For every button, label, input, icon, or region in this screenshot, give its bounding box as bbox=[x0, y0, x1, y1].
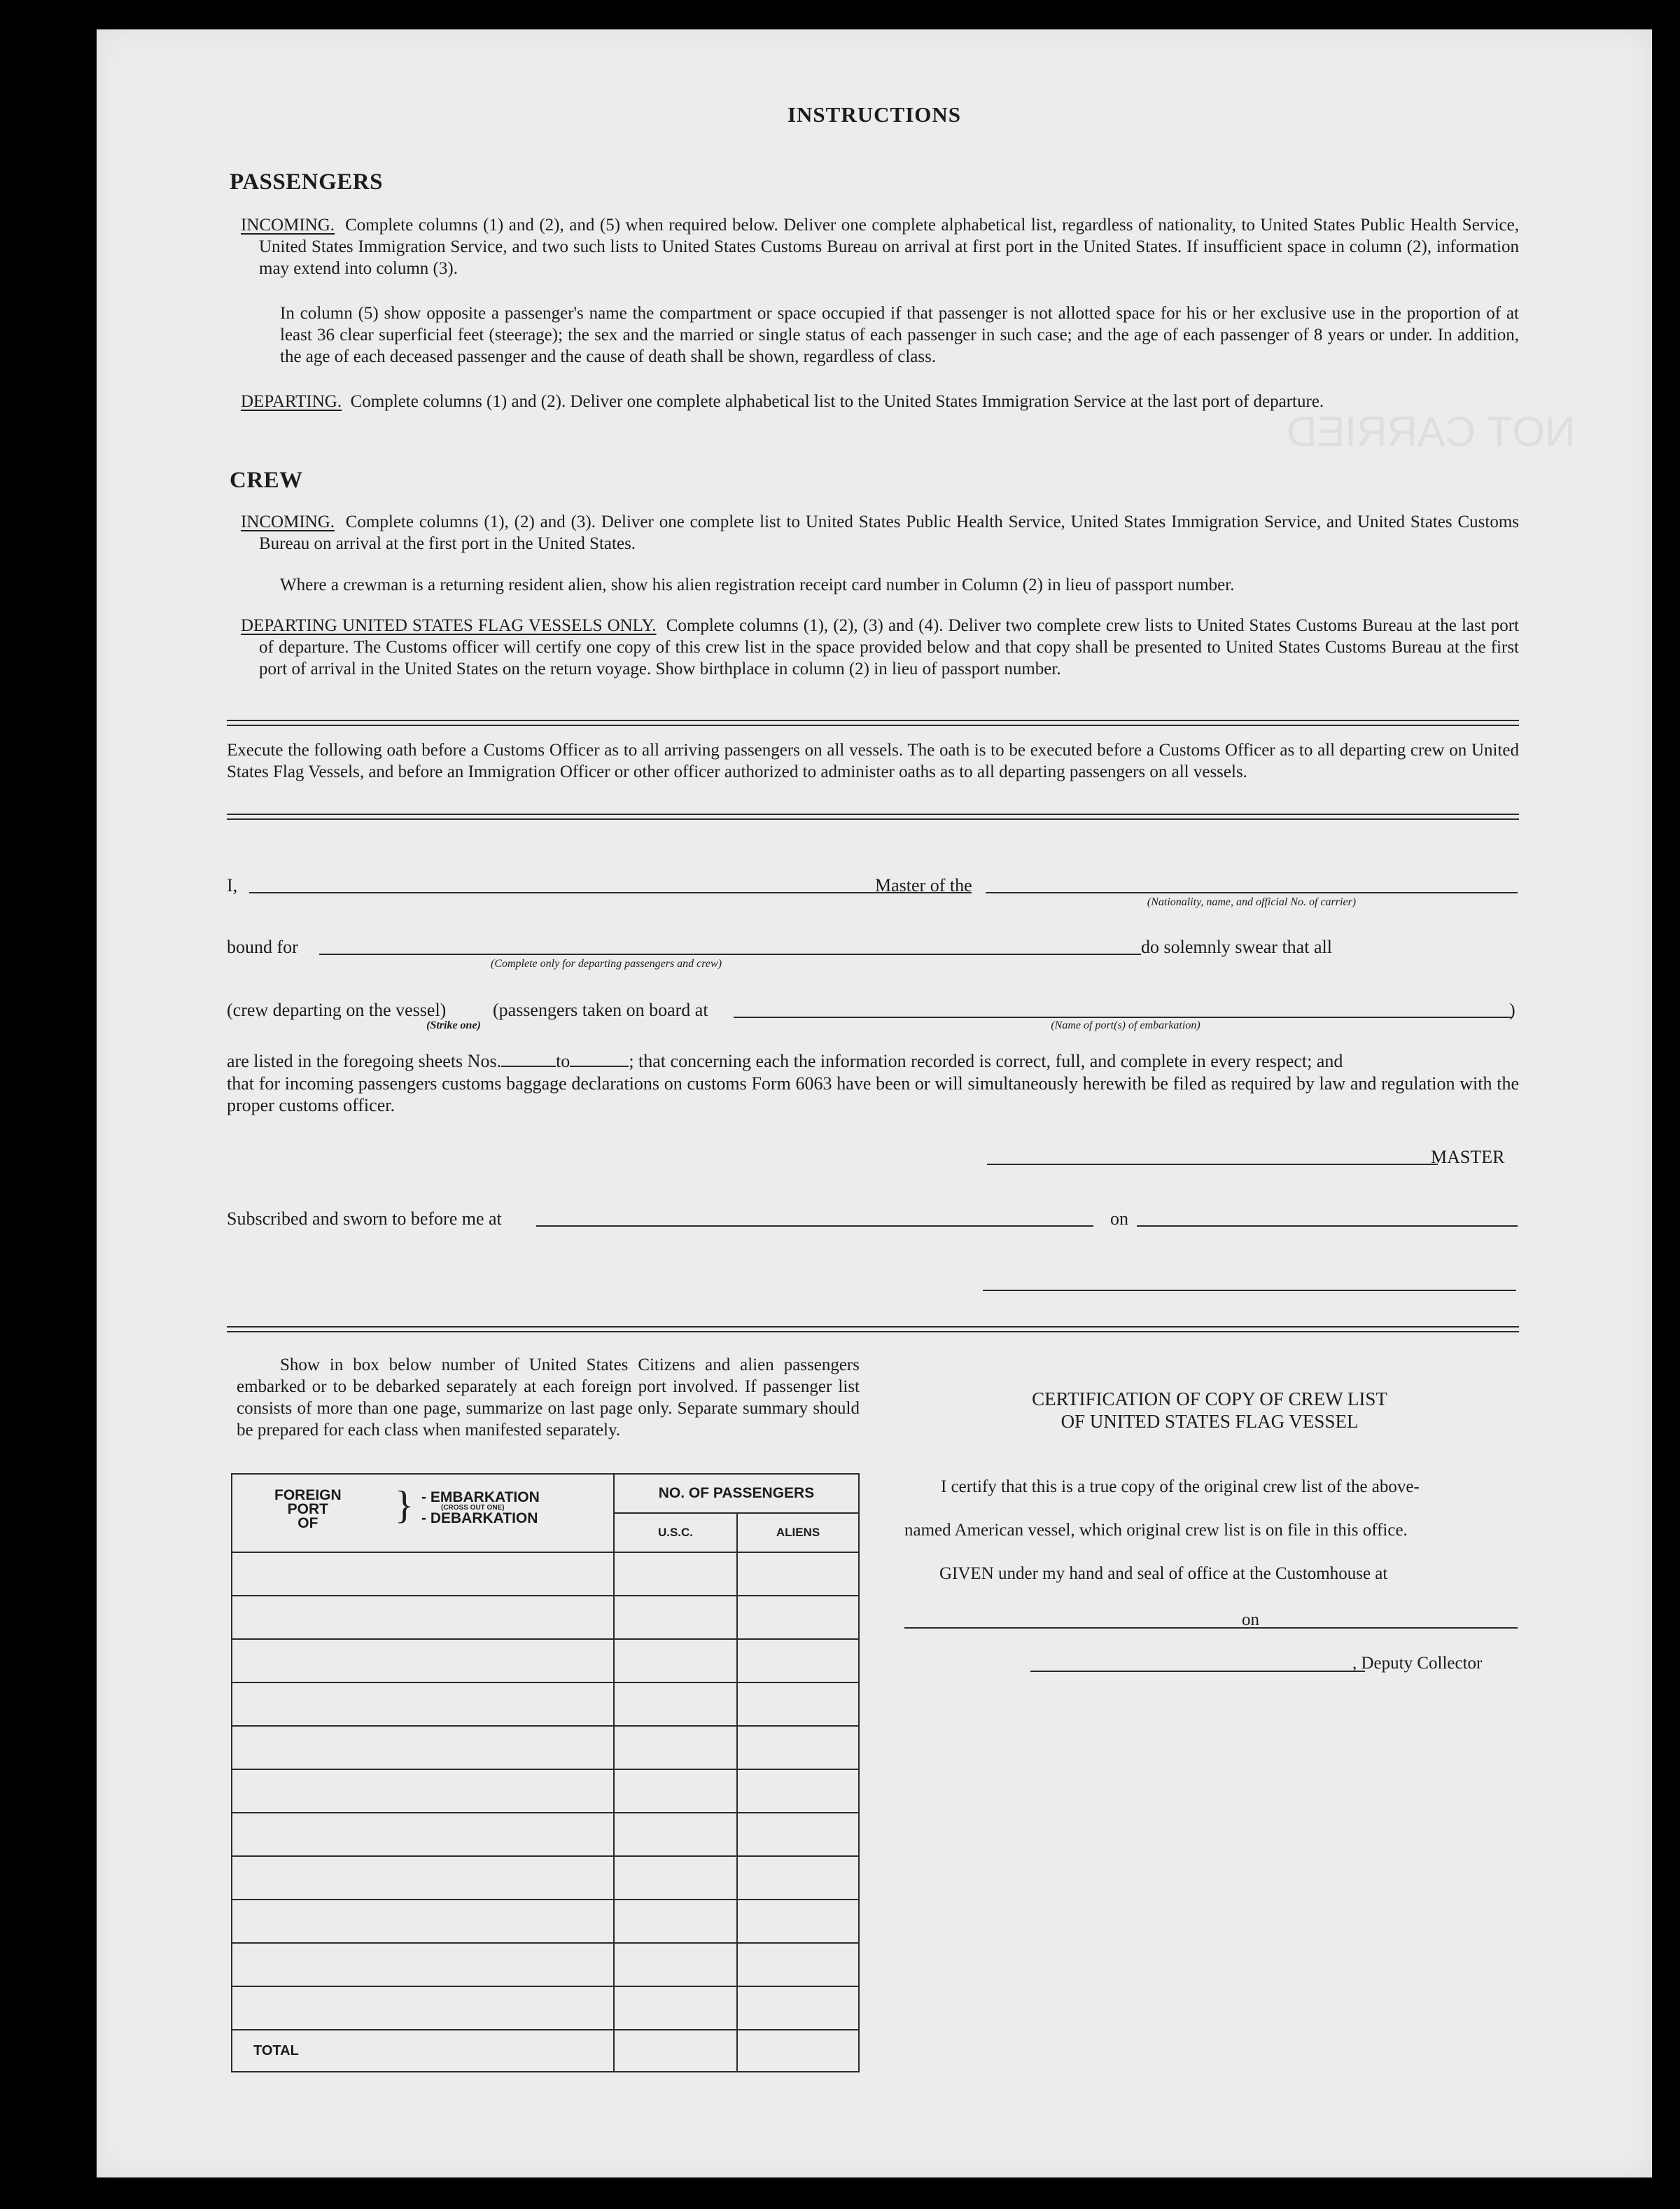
sworn-place-field[interactable] bbox=[536, 1225, 1093, 1227]
table-row bbox=[232, 1639, 859, 1682]
sheet-to-field[interactable] bbox=[570, 1050, 629, 1067]
sheets-to-label: to bbox=[556, 1051, 570, 1071]
crew-incoming-text: Complete columns (1), (2) and (3). Deliver one complete list to United States Public Health Service, United States Immigration Service, and United States Customs Bureau on arrival at the first port in the United States. bbox=[259, 513, 1519, 553]
aliens-cell[interactable] bbox=[737, 1596, 859, 1639]
debarkation-option[interactable]: - DEBARKATION bbox=[421, 1510, 538, 1526]
port-cell[interactable] bbox=[232, 1943, 614, 1986]
usc-cell[interactable] bbox=[614, 1856, 737, 1900]
swear-text: do solemnly swear that all bbox=[1141, 937, 1332, 957]
bound-for-label: bound for bbox=[227, 937, 298, 957]
port-cell[interactable] bbox=[232, 1856, 614, 1900]
port-cell[interactable] bbox=[232, 1813, 614, 1856]
cert-date-field[interactable] bbox=[1270, 1627, 1518, 1629]
usc-cell[interactable] bbox=[614, 1813, 737, 1856]
cross-out-hint: (CROSS OUT ONE) bbox=[441, 1504, 505, 1512]
certification-title: CERTIFICATION OF COPY OF CREW LIST OF UNITED STATES FLAG VESSEL bbox=[1032, 1388, 1387, 1432]
table-row bbox=[232, 1552, 859, 1596]
officer-signature-field[interactable] bbox=[983, 1290, 1516, 1291]
table-row bbox=[232, 1596, 859, 1639]
sheet-from-field[interactable] bbox=[501, 1050, 556, 1067]
passengers-column5-paragraph: In column (5) show opposite a passenger's name the compartment or space occupied if that passenger is not allotted space for his or her exclusive use in the proportion of at least 36 clear superficial feet (steerage); the sex and the married or single status of each passenger in such case; and the age of each passenger of 8 years or under. In addition, the age of each deceased passenger and the cause of death shall be shown, regardless of class. bbox=[280, 304, 1519, 366]
port-cell[interactable] bbox=[232, 1639, 614, 1682]
summary-instructions: Show in box below number of United States Citizens and alien passengers embarked or to be debarked separately at each foreign port involved. If passenger list consists of more than one page, summarize on last page only. Separate summary should be prepared for each class when manifested separately. bbox=[237, 1356, 860, 1440]
usc-cell[interactable] bbox=[614, 1639, 737, 1682]
carrier-field[interactable] bbox=[986, 892, 1518, 893]
strike-one-hint: (Strike one) bbox=[426, 1019, 481, 1031]
oath-instruction: Execute the following oath before a Customs Officer as to all arriving passengers on all vessels. The oath is to be executed before a Customs Officer as to all departing crew on United States Flag Vessels, and before an Immigration Officer or other officer authorized to administer oaths as to all departing passengers on all vessels. bbox=[227, 741, 1519, 781]
table-row bbox=[232, 1856, 859, 1900]
crew-departing-text: Complete columns (1), (2), (3) and (4). Deliver two complete crew lists to United States Customs Bureau at the last port of departure. The Customs officer will certify one copy of this crew list in the space provided below and that copy shall be presented to United States Customs Bureau at the first port of arrival in the United States on the return voyage. Show birthplace in column (2) in lieu of passport number. bbox=[259, 616, 1520, 678]
usc-cell[interactable] bbox=[614, 1552, 737, 1596]
table-row bbox=[232, 1769, 859, 1813]
port-cell[interactable] bbox=[232, 1682, 614, 1726]
embark-debark-options bbox=[421, 1491, 540, 1525]
faded-stamp: NOT CARRIED bbox=[1287, 408, 1576, 455]
sheets-line bbox=[227, 1050, 1343, 1072]
usc-cell[interactable] bbox=[614, 1769, 737, 1813]
aliens-cell[interactable] bbox=[737, 1856, 859, 1900]
crew-incoming-paragraph bbox=[241, 511, 1519, 555]
table-row bbox=[232, 1726, 859, 1769]
embarkation-port-field[interactable] bbox=[734, 1017, 1512, 1018]
baggage-declaration-text: that for incoming passengers customs baggage declarations on customs Form 6063 have been or will simultaneously herewith be filed as required by law and regulation with the proper customs officer. bbox=[227, 1073, 1519, 1115]
usc-header: U.S.C. bbox=[614, 1513, 737, 1552]
crew-heading: CREW bbox=[230, 468, 303, 493]
port-cell[interactable] bbox=[232, 1900, 614, 1943]
table-row bbox=[232, 1900, 859, 1943]
sheets-label: are listed in the foregoing sheets Nos. bbox=[227, 1051, 502, 1071]
form-page bbox=[97, 29, 1652, 2177]
aliens-cell[interactable] bbox=[737, 1943, 859, 1986]
aliens-cell[interactable] bbox=[737, 1813, 859, 1856]
port-cell[interactable] bbox=[232, 1552, 614, 1596]
crew-incoming-label: INCOMING. bbox=[241, 513, 335, 531]
port-cell[interactable] bbox=[232, 1596, 614, 1639]
passengers-departing-label: DEPARTING. bbox=[241, 392, 342, 411]
aliens-cell[interactable] bbox=[737, 1639, 859, 1682]
sworn-on-label: on bbox=[1110, 1208, 1128, 1229]
given-text: GIVEN under my hand and seal of office at the Customhouse at bbox=[939, 1564, 1388, 1583]
certify-text-line2: named American vessel, which original crew list is on file in this office. bbox=[904, 1521, 1408, 1540]
total-label: TOTAL bbox=[232, 2030, 614, 2072]
cert-on-label: on bbox=[1242, 1610, 1259, 1629]
table-row bbox=[232, 1943, 859, 1986]
aliens-cell[interactable] bbox=[737, 1986, 859, 2030]
port-cell[interactable] bbox=[232, 1769, 614, 1813]
aliens-cell[interactable] bbox=[737, 1900, 859, 1943]
usc-cell[interactable] bbox=[614, 1726, 737, 1769]
port-cell[interactable] bbox=[232, 1986, 614, 2030]
table-row bbox=[232, 1682, 859, 1726]
foreign-port-of-label: FOREIGN PORT OF bbox=[274, 1487, 342, 1531]
separator-double-line bbox=[227, 720, 1519, 726]
no-of-passengers-header: NO. OF PASSENGERS bbox=[614, 1474, 859, 1513]
sheets-text: ; that concerning each the information recorded is correct, full, and complete in every respect; and bbox=[629, 1051, 1343, 1071]
close-paren: ) bbox=[1509, 1000, 1516, 1020]
passengers-departing-text: Complete columns (1) and (2). Deliver one complete alphabetical list to the United States Immigration Service at the last port of departure. bbox=[350, 392, 1324, 411]
usc-total-cell[interactable] bbox=[614, 2030, 737, 2072]
passengers-incoming-text: Complete columns (1) and (2), and (5) when required below. Deliver one complete alphabetical list, regardless of nationality, to United States Public Health Service, United States Immigration Service, and two such lists to United States Customs Bureau on arrival at first port in the United States. If insufficient space in column (2), information may extend into column (3). bbox=[259, 216, 1520, 278]
passengers-incoming-label: INCOMING. bbox=[241, 216, 335, 235]
usc-cell[interactable] bbox=[614, 1596, 737, 1639]
passengers-incoming-paragraph bbox=[241, 214, 1520, 279]
sworn-date-field[interactable] bbox=[1137, 1225, 1518, 1227]
passenger-summary-table bbox=[231, 1473, 860, 2072]
usc-cell[interactable] bbox=[614, 1900, 737, 1943]
port-header-cell bbox=[232, 1474, 614, 1552]
instructions-title: INSTRUCTIONS bbox=[787, 102, 961, 127]
master-of-the-label: Master of the bbox=[875, 875, 972, 896]
master-signature-field[interactable] bbox=[987, 1164, 1438, 1165]
usc-cell[interactable] bbox=[614, 1986, 737, 2030]
separator-double-line bbox=[227, 814, 1519, 820]
crew-departing-option[interactable]: (crew departing on the vessel) bbox=[227, 1000, 447, 1020]
aliens-cell[interactable] bbox=[737, 1726, 859, 1769]
crew-resident-paragraph: Where a crewman is a returning resident alien, show his alien registration receipt card number in Column (2) in lieu of passport number. bbox=[280, 576, 1235, 594]
deputy-signature-field[interactable] bbox=[1030, 1671, 1365, 1672]
usc-cell[interactable] bbox=[614, 1682, 737, 1726]
port-hint: (Name of port(s) of embarkation) bbox=[1051, 1019, 1200, 1031]
port-cell[interactable] bbox=[232, 1726, 614, 1769]
crew-departing-label: DEPARTING UNITED STATES FLAG VESSELS ONLY. bbox=[241, 616, 657, 635]
aliens-cell[interactable] bbox=[737, 1769, 859, 1813]
crew-departing-paragraph bbox=[241, 615, 1520, 680]
embarkation-option[interactable]: - EMBARKATION bbox=[421, 1489, 540, 1505]
table-row bbox=[232, 1813, 859, 1856]
total-row bbox=[232, 2030, 859, 2072]
aliens-header: ALIENS bbox=[737, 1513, 859, 1552]
aliens-total-cell[interactable] bbox=[737, 2030, 859, 2072]
bound-for-field[interactable] bbox=[319, 954, 1141, 955]
master-label: MASTER bbox=[1431, 1147, 1505, 1167]
separator-double-line bbox=[227, 1326, 1519, 1332]
subscribed-label: Subscribed and sworn to before me at bbox=[227, 1208, 502, 1229]
passengers-taken-option[interactable]: (passengers taken on board at bbox=[493, 1000, 708, 1020]
master-name-field[interactable] bbox=[249, 892, 972, 893]
usc-cell[interactable] bbox=[614, 1943, 737, 1986]
passengers-heading: PASSENGERS bbox=[230, 169, 383, 195]
aliens-cell[interactable] bbox=[737, 1682, 859, 1726]
bound-for-hint: (Complete only for departing passengers and crew) bbox=[490, 958, 722, 970]
certify-text-line1: I certify that this is a true copy of the original crew list of the above- bbox=[941, 1477, 1420, 1496]
oath-i-label: I, bbox=[227, 875, 238, 896]
brace-icon: } bbox=[395, 1484, 414, 1527]
table-row bbox=[232, 1986, 859, 2030]
carrier-hint: (Nationality, name, and official No. of carrier) bbox=[1147, 896, 1357, 908]
aliens-cell[interactable] bbox=[737, 1552, 859, 1596]
deputy-collector-label: , Deputy Collector bbox=[1352, 1654, 1483, 1673]
